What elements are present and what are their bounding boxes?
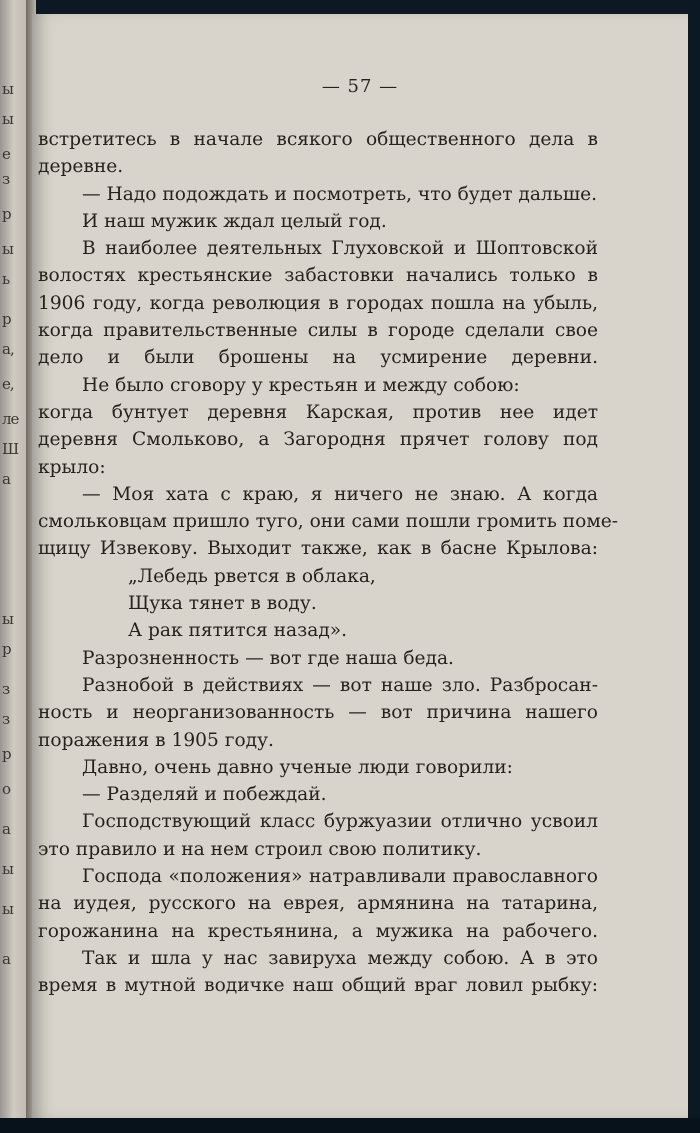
text-line: Давно, очень давно ученые люди говорили: (82, 756, 513, 778)
book-page (32, 14, 688, 1118)
left-page-fragment: р (2, 205, 11, 223)
text-line: горожанина на крестьянина, а мужика на рабочего. (38, 920, 598, 942)
text-line: 1906 году, когда революция в городах пошла на убыль, (38, 292, 598, 314)
left-page-fragment: ы (2, 860, 13, 878)
text-line: Разрозненность — вот где наша беда. (82, 647, 454, 669)
text-line: щицу Извекову. Выходит также, как в басне Крылова: (38, 538, 598, 560)
text-line: А рак пятится назад». (128, 620, 348, 642)
left-page-fragment: ы (2, 110, 13, 128)
left-page-fragment: а (2, 820, 10, 838)
text-line: Не было сговору у крестьян и между собою: (82, 374, 520, 396)
text-line: это правило и на нем строил свою политику. (38, 838, 482, 860)
text-line: деревня Смольково, а Загородня прячет голову под (38, 429, 598, 451)
text-line: смольковцам пришло туго, они сами пошли громить поме- (38, 511, 619, 533)
text-line: дело и были брошены на усмирение деревни. (38, 347, 598, 369)
text-line: Щука тянет в воду. (128, 593, 317, 615)
left-page-fragment: о (2, 780, 11, 798)
left-page-fragment: р (2, 310, 11, 328)
text-line: В наиболее деятельных Глуховской и Шоптовской (82, 238, 598, 260)
text-line: деревне. (38, 156, 124, 178)
text-line: волостях крестьянские забастовки начались только в (38, 265, 598, 287)
left-page-fragment: ы (2, 900, 13, 918)
left-page-fragment: з (2, 170, 10, 188)
page-number: — 57 — (321, 76, 399, 97)
text-line: — Надо подождать и посмотреть, что будет дальше. (82, 183, 598, 205)
left-page-fragment: Ш (2, 440, 19, 458)
text-line: „Лебедь рвется в облака, (128, 565, 376, 587)
page-text (38, 126, 619, 1000)
text-line: Разнобой в действиях — вот наше зло. Разбросан- (82, 674, 598, 696)
text-line: Так и шла у нас завируха между собою. А в это (82, 947, 598, 969)
left-page-fragment: а (2, 470, 10, 488)
left-page-fragment: ы (2, 610, 13, 628)
text-line: когда бунтует деревня Карская, против нее идет (38, 401, 598, 423)
text-line: — Моя хата с краю, я ничего не знаю. А когда (82, 483, 598, 505)
left-page-fragment: ы (2, 80, 13, 98)
text-line: — Разделяй и побеждай. (82, 784, 327, 806)
left-page-fragment: е (2, 145, 10, 163)
text-line: крыло: (38, 456, 106, 478)
left-page-fragment: ы (2, 240, 13, 258)
text-line: Господствующий класс буржуазии отлично усвоил (82, 811, 598, 833)
left-page-fragment: а (2, 950, 10, 968)
left-page-fragment: р (2, 745, 11, 763)
left-page-fragment: ле (2, 410, 19, 428)
text-line: И наш мужик ждал целый год. (82, 210, 387, 232)
text-line: время в мутной водичке наш общий враг ловил рыбку: (38, 975, 598, 997)
text-line: поражения в 1905 году. (38, 729, 274, 751)
text-line: встретитесь в начале всякого общественного дела в (38, 129, 598, 150)
left-page-fragment: е, (2, 375, 14, 393)
left-page-fragment: р (2, 640, 11, 658)
background-bottom (0, 1118, 700, 1133)
text-line: ность и неорганизованность — вот причина нашего (38, 702, 598, 724)
left-page-fragment: з (2, 710, 10, 728)
text-line: когда правительственные силы в городе сделали свое (38, 320, 598, 342)
text-line: Господа «положения» натравливали православного (82, 866, 598, 888)
left-page-fragment: а, (2, 340, 14, 358)
text-line: на иудея, русского на еврея, армянина на татарина, (38, 893, 598, 915)
left-page-fragment: ь (2, 270, 10, 288)
left-page-fragment: з (2, 680, 10, 698)
